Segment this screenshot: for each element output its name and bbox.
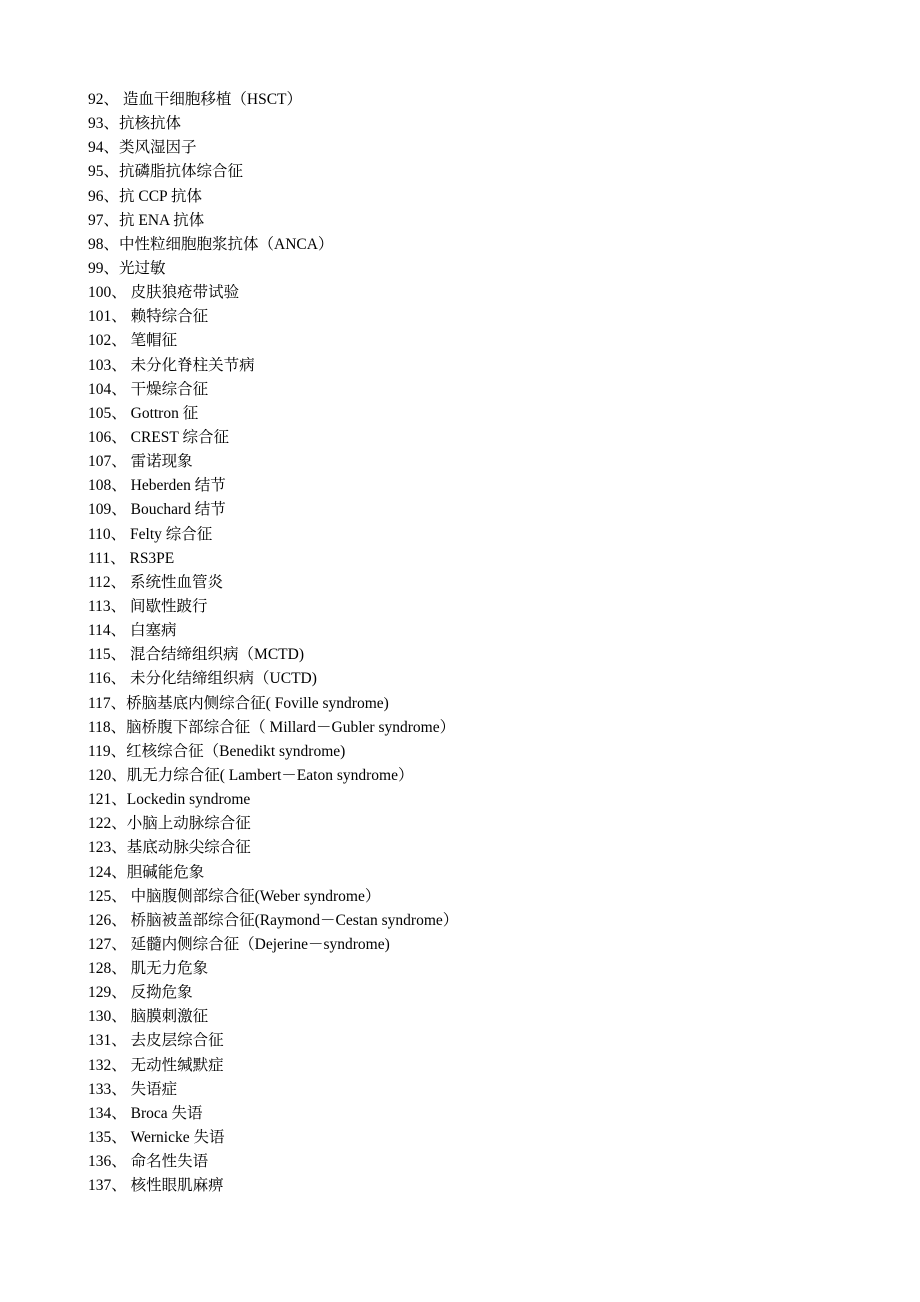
list-item (88, 547, 848, 571)
list-item-text: 133、 失语症 (88, 1080, 178, 1098)
list-item-text: 136、 命名性失语 (88, 1153, 209, 1171)
list-item (88, 643, 848, 667)
list-item-text: 112、 系统性血管炎 (88, 573, 224, 591)
list-item (88, 812, 848, 836)
list-item-text: 115、 混合结缔组织病（MCTD) (88, 646, 304, 664)
list-item (88, 426, 848, 450)
list-item (88, 233, 848, 257)
list-item-text: 119、红核综合征（Benedikt syndrome) (88, 742, 346, 760)
list-item-text: 134、 Broca 失语 (88, 1104, 203, 1122)
list-item (88, 885, 848, 909)
list-item-text: 111、 RS3PE (88, 549, 175, 567)
term-list (88, 88, 848, 1198)
list-item (88, 1005, 848, 1029)
list-item (88, 861, 848, 885)
list-item-text: 106、 CREST 综合征 (88, 428, 229, 446)
list-item-text: 137、 核性眼肌麻痹 (88, 1177, 224, 1195)
list-item-text: 116、 未分化结缔组织病（UCTD) (88, 670, 317, 688)
list-item-text: 94、类风湿因子 (88, 139, 197, 157)
list-item-text: 105、 Gottron 征 (88, 404, 199, 422)
list-item-text: 120、肌无力综合征( Lambert－Eaton syndrome） (88, 766, 414, 784)
list-item (88, 933, 848, 957)
list-item (88, 523, 848, 547)
list-item (88, 136, 848, 160)
list-item (88, 305, 848, 329)
list-item-text: 109、 Bouchard 结节 (88, 501, 226, 519)
list-item (88, 329, 848, 353)
list-item (88, 981, 848, 1005)
list-item (88, 185, 848, 209)
list-item-text: 122、小脑上动脉综合征 (88, 815, 251, 833)
list-item (88, 474, 848, 498)
list-item-text: 135、 Wernicke 失语 (88, 1129, 225, 1147)
list-item-text: 92、 造血干细胞移植（HSCT） (88, 91, 302, 108)
list-item (88, 281, 848, 305)
list-item (88, 1029, 848, 1053)
list-item-text: 113、 间歇性跛行 (88, 597, 208, 615)
list-item (88, 764, 848, 788)
list-item-text: 125、 中脑腹侧部综合征(Weber syndrome） (88, 887, 381, 905)
list-item (88, 1102, 848, 1126)
list-item (88, 354, 848, 378)
list-item (88, 909, 848, 933)
list-item (88, 571, 848, 595)
list-item (88, 209, 848, 233)
list-item-text: 118、脑桥腹下部综合征（ Millard－Gubler syndrome） (88, 718, 456, 736)
list-item-text: 98、中性粒细胞胞浆抗体（ANCA） (88, 235, 334, 253)
list-item-text: 100、 皮肤狼疮带试验 (88, 284, 240, 302)
list-item-text: 110、 Felty 综合征 (88, 525, 213, 543)
list-item (88, 1054, 848, 1078)
list-item-text: 96、抗 CCP 抗体 (88, 187, 202, 205)
list-item-text: 124、胆碱能危象 (88, 863, 205, 881)
list-item-text: 114、 白塞病 (88, 622, 177, 640)
list-item-text: 127、 延髓内侧综合征（Dejerine－syndrome) (88, 935, 390, 953)
list-item (88, 836, 848, 860)
list-item (88, 1150, 848, 1174)
list-item (88, 716, 848, 740)
list-item (88, 957, 848, 981)
list-item (88, 160, 848, 184)
list-item (88, 692, 848, 716)
list-item-text: 103、 未分化脊柱关节病 (88, 356, 255, 374)
list-item (88, 740, 848, 764)
list-item (88, 498, 848, 522)
list-item-text: 128、 肌无力危象 (88, 960, 209, 978)
list-item-text: 104、 干燥综合征 (88, 380, 209, 398)
list-item-text: 99、光过敏 (88, 259, 166, 277)
list-item-text: 117、桥脑基底内侧综合征( Foville syndrome) (88, 694, 389, 712)
list-item-text: 97、抗 ENA 抗体 (88, 211, 205, 229)
list-item-text: 121、Lockedin syndrome (88, 791, 251, 809)
list-item-text: 132、 无动性缄默症 (88, 1056, 224, 1074)
list-item-text: 131、 去皮层综合征 (88, 1032, 224, 1050)
list-item (88, 1174, 848, 1198)
list-item (88, 450, 848, 474)
list-item (88, 88, 848, 112)
list-item-text: 102、 笔帽征 (88, 332, 178, 350)
list-item-text: 93、抗核抗体 (88, 115, 182, 133)
list-item (88, 1078, 848, 1102)
list-item (88, 1126, 848, 1150)
list-item (88, 378, 848, 402)
list-item (88, 112, 848, 136)
list-item-text: 123、基底动脉尖综合征 (88, 839, 251, 857)
list-item-text: 95、抗磷脂抗体综合征 (88, 163, 244, 181)
list-item-text: 129、 反拗危象 (88, 984, 193, 1002)
list-item (88, 257, 848, 281)
list-item (88, 595, 848, 619)
list-item-text: 130、 脑膜刺激征 (88, 1008, 209, 1026)
list-item (88, 788, 848, 812)
list-item-text: 108、 Heberden 结节 (88, 477, 226, 495)
list-item-text: 107、 雷诺现象 (88, 453, 193, 471)
list-item-text: 126、 桥脑被盖部综合征(Raymond－Cestan syndrome） (88, 911, 459, 929)
list-item (88, 619, 848, 643)
list-item-text: 101、 赖特综合征 (88, 308, 209, 326)
list-item (88, 402, 848, 426)
list-item (88, 667, 848, 691)
